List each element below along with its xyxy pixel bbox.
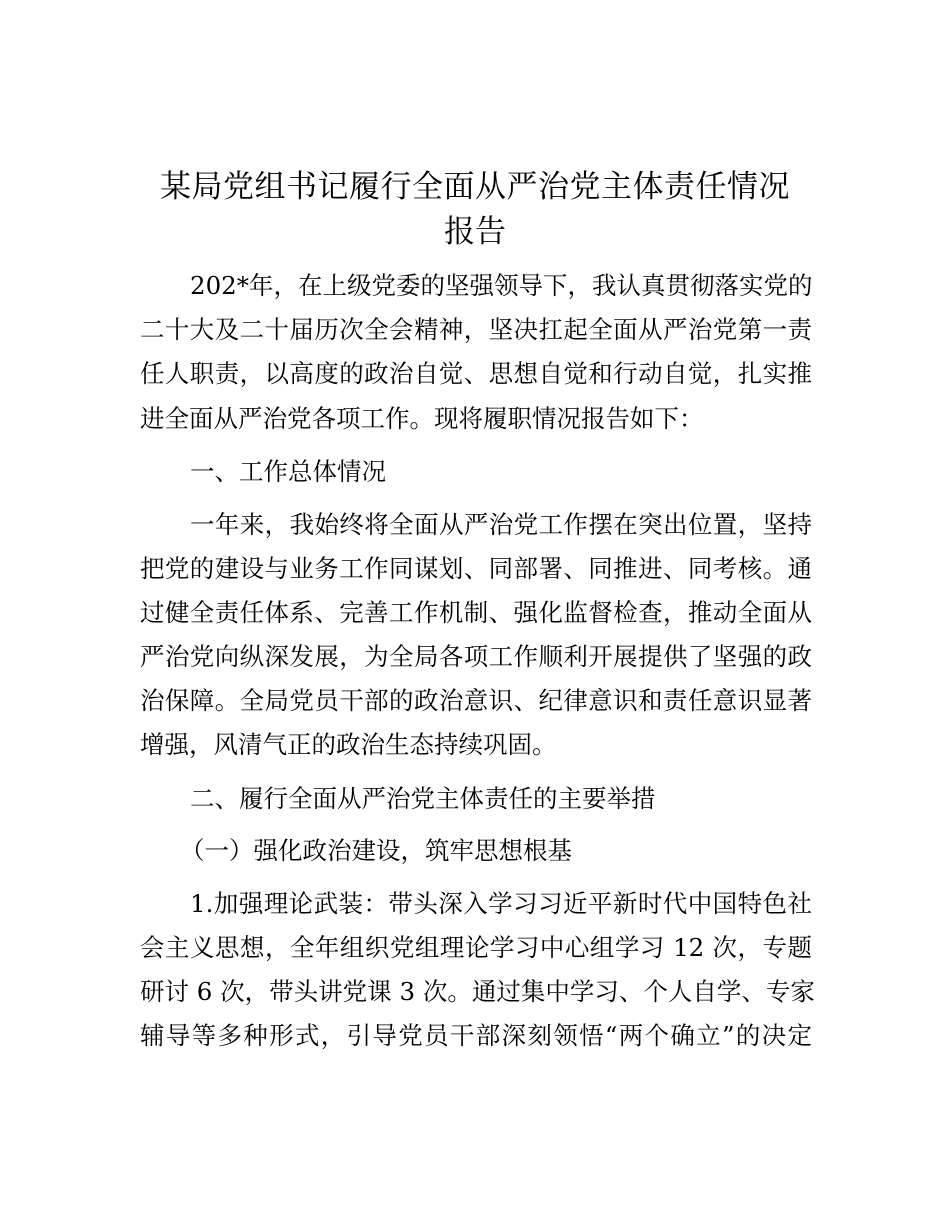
intro-line-3: 任人职责，以高度的政治自觉、思想自觉和行动自觉，扎实推 bbox=[140, 359, 812, 388]
item-1-line-4: 辅导等多种形式，引导党员干部深刻领悟“两个确立”的决定 bbox=[140, 1021, 812, 1050]
section-1-line-2: 把党的建设与业务工作同谋划、同部署、同推进、同考核。通 bbox=[140, 554, 812, 583]
item-1-line-3: 研讨 6 次，带头讲党课 3 次。通过集中学习、个人自学、专家 bbox=[140, 977, 815, 1006]
document-title-line-1: 某局党组书记履行全面从严治党主体责任情况 bbox=[160, 169, 790, 205]
section-1-heading: 一、工作总体情况 bbox=[190, 457, 386, 486]
section-1-line-6: 增强，风清气正的政治生态持续巩固。 bbox=[140, 730, 557, 759]
item-1-line-1: 1.加强理论武装：带头深入学习习近平新时代中国特色社 bbox=[190, 889, 812, 918]
item-1-line-2: 会主义思想，全年组织党组理论学习中心组学习 12 次，专题 bbox=[140, 933, 812, 962]
intro-line-4: 进全面从严治党各项工作。现将履职情况报告如下： bbox=[140, 404, 704, 433]
section-1-line-4: 严治党向纵深发展，为全局各项工作顺利开展提供了坚强的政 bbox=[140, 642, 812, 671]
section-1-line-1: 一年来，我始终将全面从严治党工作摆在突出位置，坚持 bbox=[190, 510, 812, 539]
section-1-line-5: 治保障。全局党员干部的政治意识、纪律意识和责任意识显著 bbox=[140, 686, 812, 715]
subsection-1-heading: （一）强化政治建设，筑牢思想根基 bbox=[180, 836, 572, 865]
section-2-heading: 二、履行全面从严治党主体责任的主要举措 bbox=[190, 784, 656, 813]
intro-line-1: 202*年，在上级党委的坚强领导下，我认真贯彻落实党的 bbox=[190, 271, 813, 300]
intro-line-2: 二十大及二十届历次全会精神，坚决扛起全面从严治党第一责 bbox=[140, 315, 812, 344]
section-1-line-3: 过健全责任体系、完善工作机制、强化监督检查，推动全面从 bbox=[140, 598, 812, 627]
document-title-line-2: 报告 bbox=[444, 214, 506, 250]
